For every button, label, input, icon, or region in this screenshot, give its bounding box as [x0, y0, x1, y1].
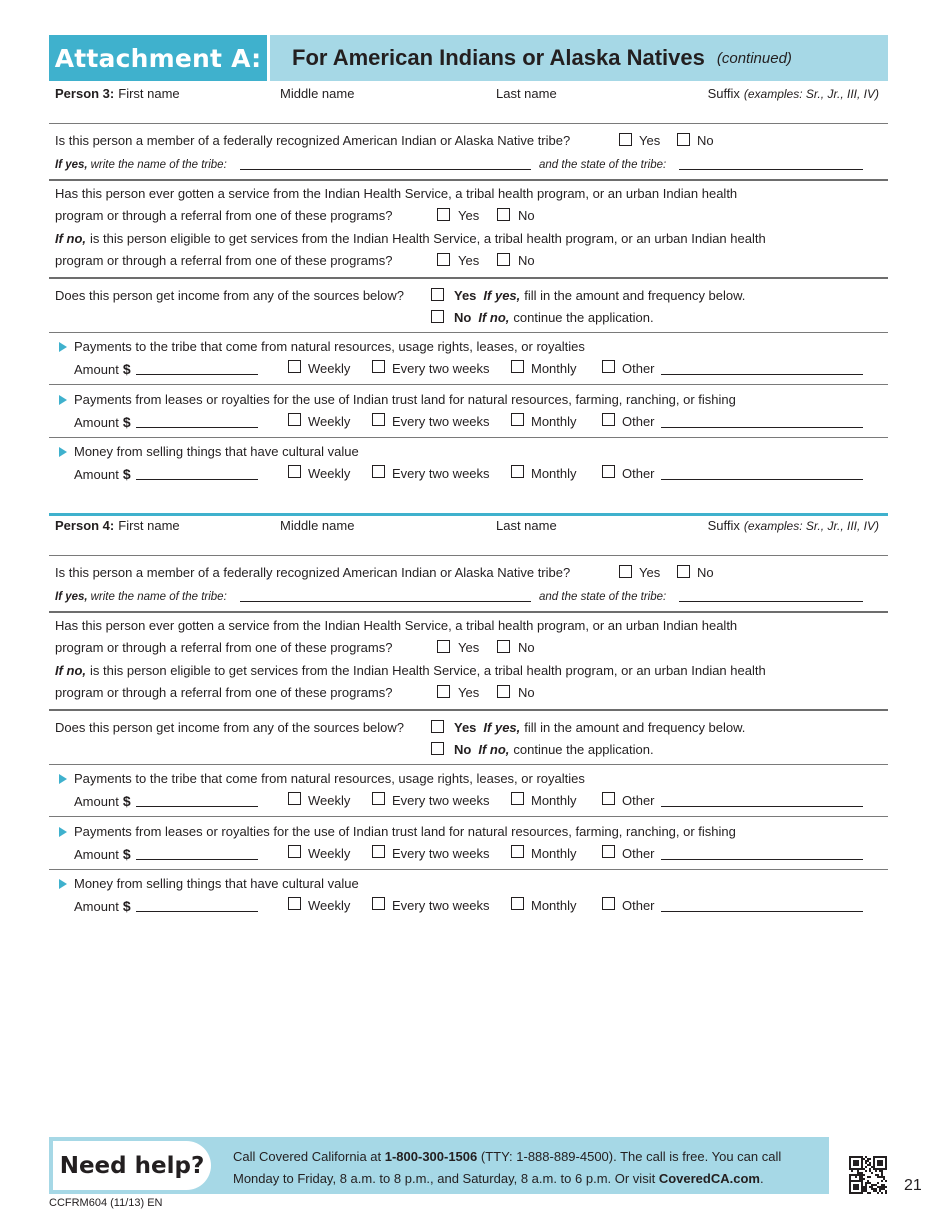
person-4-source-2-weekly-checkbox[interactable] — [288, 845, 301, 858]
person-4-source-1-monthly-checkbox[interactable] — [511, 792, 524, 805]
person-4-ihs-question-1b: program or through a referral from one of these programs? — [55, 640, 393, 655]
person-4-source-1-monthly-label: Monthly — [531, 793, 577, 808]
person-4-source-2-label: Payments from leases or royalties for the use of Indian trust land for natural resources, farming, ranching, or fishing — [74, 824, 736, 839]
person-4-ihs2-no-label: No — [518, 685, 535, 700]
person-3-source-1-amount-label — [74, 361, 131, 378]
qr-code-icon — [849, 1156, 887, 1194]
person-3-source-1-weekly-label: Weekly — [308, 361, 351, 376]
person-4-source-1-amount-field[interactable] — [136, 806, 258, 807]
person-3-source-3-other-label: Other — [622, 466, 655, 481]
person-4-source-1-weekly-checkbox[interactable] — [288, 792, 301, 805]
person-3-ihs2-no-checkbox[interactable] — [497, 253, 510, 266]
person-4-tribe-yes-label: Yes — [639, 565, 661, 580]
help-line1-b: (TTY: 1-888-889-4500). The call is free. You can call — [477, 1149, 782, 1164]
if-yes-label: If yes, — [55, 591, 88, 603]
person-4-tribe-no-label: No — [697, 565, 714, 580]
person-3-source-2-weekly-label: Weekly — [308, 414, 351, 429]
person-4-tribe-no-checkbox[interactable] — [677, 565, 690, 578]
person-3-ihs-question-2 — [55, 231, 766, 247]
person-3-source-3-amount-field[interactable] — [136, 479, 258, 480]
person-3-tribe-state-field[interactable] — [679, 169, 863, 170]
no-bold: No — [454, 742, 472, 757]
person-4-source-2-other-checkbox[interactable] — [602, 845, 615, 858]
person-4-source-3-label: Money from selling things that have cultural value — [74, 876, 359, 891]
person-4-source-3-weekly-label: Weekly — [308, 898, 351, 913]
person-4-source-2-amount-label — [74, 846, 131, 863]
income-no-tail: continue the application. — [513, 310, 654, 325]
person-3-ihs1-yes-label: Yes — [458, 208, 480, 223]
person-4-ihs1-yes-checkbox[interactable] — [437, 640, 450, 653]
person-4-source-2-amount-field[interactable] — [136, 859, 258, 860]
page-number: 21 — [904, 1177, 922, 1194]
play-triangle-icon — [59, 395, 67, 405]
person-3-income-no-checkbox[interactable] — [431, 310, 444, 323]
person-3-source-2-other-checkbox[interactable] — [602, 413, 615, 426]
dollar-sign: $ — [122, 361, 131, 377]
person-3-source-3-label: Money from selling things that have cultural value — [74, 444, 359, 459]
person-4-source-2-rule — [49, 869, 888, 870]
form-id: CCFRM604 (11/13) EN — [49, 1197, 163, 1209]
person-3-suffix-label — [708, 86, 879, 102]
person-4-last-name-label: Last name — [496, 518, 557, 533]
play-triangle-icon — [59, 342, 67, 352]
person-3-tribe-name-field[interactable] — [240, 169, 531, 170]
person-4-income-question: Does this person get income from any of the sources below? — [55, 720, 405, 735]
person-4-source-3-other-label: Other — [622, 898, 655, 913]
person-4-tribe-yes-checkbox[interactable] — [619, 565, 632, 578]
person-4-source-3-weekly-checkbox[interactable] — [288, 897, 301, 910]
section-title-bar — [270, 35, 888, 81]
person-4-tribe-name-label — [55, 589, 227, 605]
person-4-source-1-other-field[interactable] — [661, 806, 863, 807]
person-3-label: Person 3: — [55, 86, 115, 101]
help-phone[interactable]: 1-800-300-1506 — [384, 1149, 478, 1164]
if-no-label: If no, — [478, 742, 510, 757]
person-4-source-3-amount-label — [74, 898, 131, 915]
person-4-suffix-label — [708, 518, 879, 534]
person-4-label: Person 4: — [55, 518, 115, 533]
person-3-source-3-amount-label — [74, 466, 131, 483]
person-3-source-3-monthly-checkbox[interactable] — [511, 465, 524, 478]
person-4-ihs-question-1: Has this person ever gotten a service from the Indian Health Service, a tribal health program, or an urban Indian health — [55, 618, 738, 633]
person-4-tribe-state-field[interactable] — [679, 601, 863, 602]
dollar-sign: $ — [122, 846, 131, 862]
person-4-source-1-weekly-label: Weekly — [308, 793, 351, 808]
first-name-label: First name — [118, 86, 180, 101]
play-triangle-icon — [59, 827, 67, 837]
person-4-source-2-monthly-label: Monthly — [531, 846, 577, 861]
person-3-source-1-weekly-checkbox[interactable] — [288, 360, 301, 373]
person-4-source-2-other-label: Other — [622, 846, 655, 861]
ihs-q2-text: is this person eligible to get services from the Indian Health Service, a tribal health program, or an urban Indian health — [90, 231, 766, 246]
person-3-source-3-other-field[interactable] — [661, 479, 863, 480]
person-3-source-1-other-checkbox[interactable] — [602, 360, 615, 373]
first-name-label: First name — [118, 518, 180, 533]
amount-label: Amount — [74, 415, 119, 430]
if-yes-label: If yes, — [55, 159, 88, 171]
person-4-middle-name-label: Middle name — [280, 518, 355, 533]
person-4-top-rule — [49, 513, 888, 516]
attachment-label: Attachment A: — [49, 35, 267, 81]
person-3-source-1-amount-field[interactable] — [136, 374, 258, 375]
amount-label: Amount — [74, 847, 119, 862]
person-4-source-1-amount-label — [74, 793, 131, 810]
person-4-income-no-checkbox[interactable] — [431, 742, 444, 755]
person-3-name-label — [55, 86, 180, 102]
person-4-source-3-biweekly-checkbox[interactable] — [372, 897, 385, 910]
help-site-link[interactable]: CoveredCA.com — [658, 1171, 760, 1186]
person-3-source-2-biweekly-checkbox[interactable] — [372, 413, 385, 426]
person-3-tribe-rule — [49, 179, 888, 181]
person-4-source-3-biweekly-label: Every two weeks — [392, 898, 490, 913]
person-4-ihs-question-2 — [55, 663, 766, 679]
person-4-source-1-rule — [49, 816, 888, 817]
suffix-label: Suffix — [707, 518, 740, 533]
ihs-q2-text: is this person eligible to get services from the Indian Health Service, a tribal health program, or an urban Indian health — [90, 663, 766, 678]
help-line2-a: Monday to Friday, 8 a.m. to 8 p.m., and Saturday, 8 a.m. to 6 p.m. Or visit — [233, 1171, 659, 1186]
person-4-source-1-biweekly-checkbox[interactable] — [372, 792, 385, 805]
person-4-tribe-state-label: and the state of the tribe: — [539, 591, 667, 603]
person-4-tribe-question: Is this person a member of a federally recognized American Indian or Alaska Native tribe? — [55, 565, 571, 580]
play-triangle-icon — [59, 447, 67, 457]
person-3-tribe-yes-label: Yes — [639, 133, 661, 148]
person-4-ihs-rule — [49, 709, 888, 711]
person-4-source-2-monthly-checkbox[interactable] — [511, 845, 524, 858]
person-3-ihs2-yes-checkbox[interactable] — [437, 253, 450, 266]
person-4-ihs1-no-label: No — [518, 640, 535, 655]
person-4-income-yes-checkbox[interactable] — [431, 720, 444, 733]
person-3-income-rule — [49, 332, 888, 333]
person-4-ihs1-no-checkbox[interactable] — [497, 640, 510, 653]
person-4-tribe-rule — [49, 611, 888, 613]
person-3-source-1-other-field[interactable] — [661, 374, 863, 375]
person-3-source-1-monthly-checkbox[interactable] — [511, 360, 524, 373]
suffix-examples: (examples: Sr., Jr., III, IV) — [743, 519, 879, 533]
amount-label: Amount — [74, 467, 119, 482]
suffix-examples: (examples: Sr., Jr., III, IV) — [743, 87, 879, 101]
person-3-last-name-label: Last name — [496, 86, 557, 101]
person-3-ihs1-no-checkbox[interactable] — [497, 208, 510, 221]
person-4-source-1-other-checkbox[interactable] — [602, 792, 615, 805]
person-4-ihs-question-2b: program or through a referral from one of these programs? — [55, 685, 393, 700]
person-3-source-1-biweekly-checkbox[interactable] — [372, 360, 385, 373]
tribe-name-prompt: write the name of the tribe: — [90, 591, 227, 603]
person-3-source-2-other-field[interactable] — [661, 427, 863, 428]
person-3-source-2-other-label: Other — [622, 414, 655, 429]
income-yes-tail: fill in the amount and frequency below. — [524, 720, 746, 735]
help-text — [233, 1146, 781, 1190]
person-3-ihs2-yes-label: Yes — [458, 253, 480, 268]
person-3-source-2-rule — [49, 437, 888, 438]
person-3-ihs1-yes-checkbox[interactable] — [437, 208, 450, 221]
help-line1-a: Call Covered California at — [233, 1149, 385, 1164]
person-3-source-3-biweekly-label: Every two weeks — [392, 466, 490, 481]
person-4-source-2-biweekly-checkbox[interactable] — [372, 845, 385, 858]
person-3-source-2-biweekly-label: Every two weeks — [392, 414, 490, 429]
amount-label: Amount — [74, 362, 119, 377]
person-3-source-3-weekly-label: Weekly — [308, 466, 351, 481]
person-3-source-1-other-label: Other — [622, 361, 655, 376]
person-3-source-3-monthly-label: Monthly — [531, 466, 577, 481]
person-3-name-rule — [49, 123, 888, 124]
person-4-name-label — [55, 518, 180, 534]
person-4-name-rule — [49, 555, 888, 556]
person-4-source-1-other-label: Other — [622, 793, 655, 808]
yes-bold: Yes — [454, 288, 477, 303]
person-4-source-3-other-checkbox[interactable] — [602, 897, 615, 910]
if-yes-label: If yes, — [483, 720, 521, 735]
need-help-label: Need help? — [59, 1152, 205, 1179]
dollar-sign: $ — [122, 414, 131, 430]
person-4-source-1-biweekly-label: Every two weeks — [392, 793, 490, 808]
person-4-income-rule — [49, 764, 888, 765]
if-yes-label: If yes, — [483, 288, 521, 303]
need-help-badge — [53, 1141, 211, 1190]
dollar-sign: $ — [122, 793, 131, 809]
person-3-ihs-question-1b: program or through a referral from one of these programs? — [55, 208, 393, 223]
person-3-ihs-question-1: Has this person ever gotten a service from the Indian Health Service, a tribal health program, or an urban Indian health — [55, 186, 738, 201]
person-3-source-1-rule — [49, 384, 888, 385]
person-4-ihs2-no-checkbox[interactable] — [497, 685, 510, 698]
person-3-income-yes-label — [454, 288, 745, 304]
person-3-ihs-rule — [49, 277, 888, 279]
no-bold: No — [454, 310, 472, 325]
if-no-label: If no, — [55, 663, 87, 678]
amount-label: Amount — [74, 794, 119, 809]
play-triangle-icon — [59, 774, 67, 784]
person-4-income-no-label — [454, 742, 654, 758]
person-3-source-1-label: Payments to the tribe that come from natural resources, usage rights, leases, or royalties — [74, 339, 585, 354]
person-3-tribe-state-label: and the state of the tribe: — [539, 159, 667, 171]
person-4-source-3-amount-field[interactable] — [136, 911, 258, 912]
section-title: For American Indians or Alaska Natives — [292, 45, 705, 70]
person-3-source-2-amount-label — [74, 414, 131, 431]
person-4-tribe-name-field[interactable] — [240, 601, 531, 602]
person-3-source-2-monthly-checkbox[interactable] — [511, 413, 524, 426]
dollar-sign: $ — [122, 466, 131, 482]
person-4-source-2-weekly-label: Weekly — [308, 846, 351, 861]
person-3-income-no-label — [454, 310, 654, 326]
person-3-ihs1-no-label: No — [518, 208, 535, 223]
person-3-ihs2-no-label: No — [518, 253, 535, 268]
help-line2-b: . — [759, 1171, 764, 1186]
person-3-source-3-weekly-checkbox[interactable] — [288, 465, 301, 478]
person-3-income-question: Does this person get income from any of the sources below? — [55, 288, 405, 303]
income-no-tail: continue the application. — [513, 742, 654, 757]
person-4-ihs2-yes-checkbox[interactable] — [437, 685, 450, 698]
person-3-source-1-monthly-label: Monthly — [531, 361, 577, 376]
person-3-source-2-monthly-label: Monthly — [531, 414, 577, 429]
person-4-source-3-monthly-label: Monthly — [531, 898, 577, 913]
suffix-label: Suffix — [707, 86, 740, 101]
person-3-tribe-name-label — [55, 157, 227, 173]
person-3-tribe-question: Is this person a member of a federally recognized American Indian or Alaska Native tribe? — [55, 133, 571, 148]
yes-bold: Yes — [454, 720, 477, 735]
person-3-source-2-amount-field[interactable] — [136, 427, 258, 428]
play-triangle-icon — [59, 879, 67, 889]
person-3-source-1-biweekly-label: Every two weeks — [392, 361, 490, 376]
person-3-source-3-biweekly-checkbox[interactable] — [372, 465, 385, 478]
person-3-ihs-question-2b: program or through a referral from one of these programs? — [55, 253, 393, 268]
person-4-source-2-biweekly-label: Every two weeks — [392, 846, 490, 861]
person-3-source-2-weekly-checkbox[interactable] — [288, 413, 301, 426]
person-3-tribe-yes-checkbox[interactable] — [619, 133, 632, 146]
if-no-label: If no, — [55, 231, 87, 246]
person-3-source-2-label: Payments from leases or royalties for the use of Indian trust land for natural resources, farming, ranching, or fishing — [74, 392, 736, 407]
person-4-source-1-label: Payments to the tribe that come from natural resources, usage rights, leases, or royalties — [74, 771, 585, 786]
person-4-ihs1-yes-label: Yes — [458, 640, 480, 655]
if-no-label: If no, — [478, 310, 510, 325]
person-4-source-3-other-field[interactable] — [661, 911, 863, 912]
amount-label: Amount — [74, 899, 119, 914]
person-3-income-yes-checkbox[interactable] — [431, 288, 444, 301]
person-3-tribe-no-checkbox[interactable] — [677, 133, 690, 146]
person-3-source-3-other-checkbox[interactable] — [602, 465, 615, 478]
person-4-income-yes-label — [454, 720, 745, 736]
continued-note: (continued) — [716, 49, 792, 67]
tribe-name-prompt: write the name of the tribe: — [90, 159, 227, 171]
person-3-tribe-no-label: No — [697, 133, 714, 148]
income-yes-tail: fill in the amount and frequency below. — [524, 288, 746, 303]
person-3-middle-name-label: Middle name — [280, 86, 355, 101]
dollar-sign: $ — [122, 898, 131, 914]
person-4-source-3-monthly-checkbox[interactable] — [511, 897, 524, 910]
person-4-ihs2-yes-label: Yes — [458, 685, 480, 700]
person-4-source-2-other-field[interactable] — [661, 859, 863, 860]
